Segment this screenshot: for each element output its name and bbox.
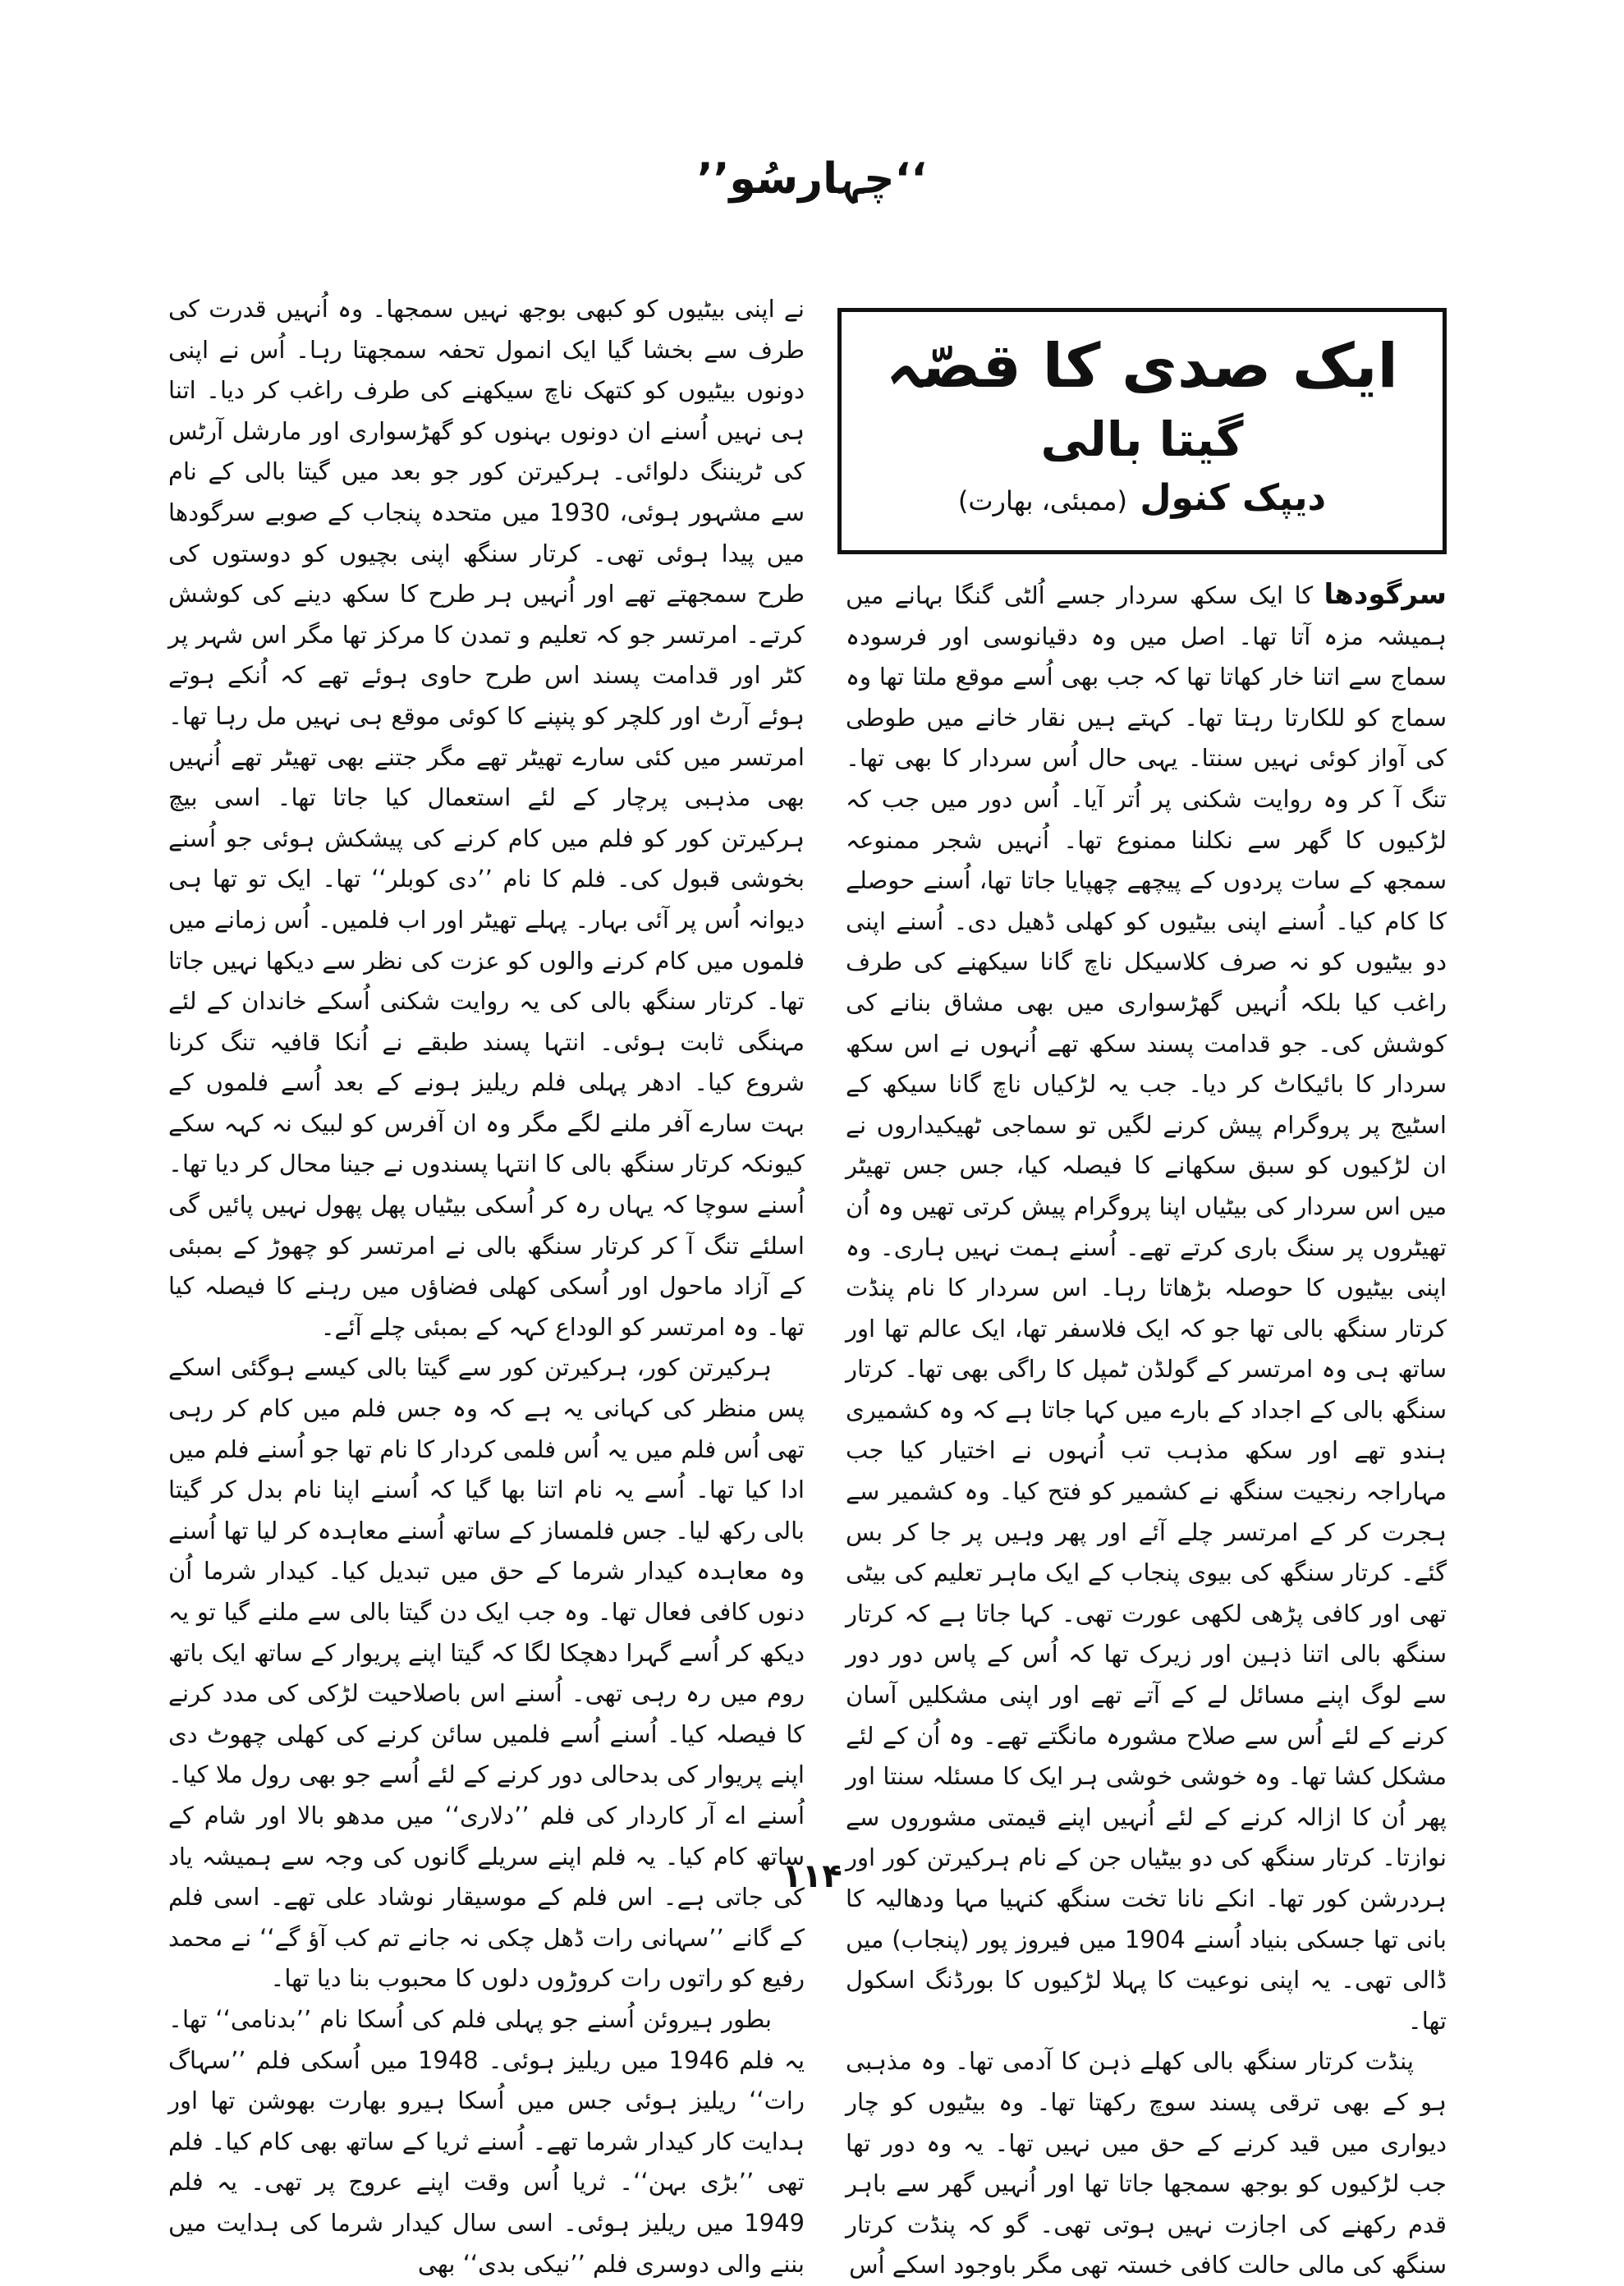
article-title-box <box>837 308 1447 554</box>
paragraph: ہرکیرتن کور، ہرکیرتن کور سے گیتا بالی کیسے ہوگئی اسکے پس منظر کی کہانی یہ ہے کہ وہ جس فلم میں کام کر رہی تھی اُس فلم میں یہ اُس فلمی کردار کا نام تھا جو اُسنے فلم میں ادا کیا تھا۔ اُسے یہ نام اتنا بھا گیا کہ اُسنے اپنا نام بدل کر گیتا بالی رکھ لیا۔ جس فلمساز کے ساتھ اُسنے معاہدہ کر لیا تھا اُسنے وہ معاہدہ کیدار شرما کے حق میں تبدیل کیا۔ کیدار شرما اُن دنوں کافی فعال تھا۔ وہ جب ایک دن گیتا بالی سے ملنے گیا تو یہ دیکھ کر اُسے گہرا دھچکا لگا کہ گیتا اپنے پریوار کے ساتھ ایک باتھ روم میں رہ رہی تھی۔ اُسنے اس باصلاحیت لڑکی کی مدد کرنے کا فیصلہ کیا۔ اُسنے اُسے فلمیں سائن کرنے کی کھلی چھوٹ دی اپنے پریوار کی بدحالی دور کرنے کے لئے اُسے جو بھی رول ملا کیا۔ اُسنے اے آر کاردار کی فلم ’’دلاری‘‘ میں مدھو بالا اور شام کے ساتھ کام کیا۔ یہ فلم اپنے سریلے گانوں کی وجہ سے ہمیشہ یاد کی جاتی ہے۔ اس فلم کے موسیقار نوشاد علی تھے۔ اسی فلم کے گانے ’’سہانی رات ڈھل چکی نہ جانے تم کب آؤ گے‘‘ نے محمد رفیع کو راتوں رات کروڑوں دلوں کا محبوب بنا دیا تھا۔ <box>168 1353 805 1993</box>
article-subject: گیتا بالی <box>1040 411 1244 467</box>
paragraph: پنڈت کرتار سنگھ بالی کھلے ذہن کا آدمی تھا۔ وہ مذہبی ہو کے بھی ترقی پسند سوچ رکھتا تھا۔ وہ بیٹیوں کو چار دیواری میں قید کرنے کے حق میں نہیں تھا۔ یہ وہ دور تھا جب لڑکیوں کو بوجھ سمجھا جاتا تھا اور اُنہیں گھر سے باہر قدم رکھنے کی اجازت نہیں ہوتی تھی۔ گو کہ پنڈت کرتار سنگھ کی مالی حالت کافی خستہ تھی مگر باوجود اسکے اُس <box>846 2047 1447 2279</box>
article-author-location: (ممبئی، بھارت) <box>957 485 1127 516</box>
paragraph: بطور ہیروئن اُسنے جو پہلی فلم کی اُسکا نام ’’بدنامی‘‘ تھا۔ یہ فلم 1946 میں ریلیز ہوئی۔ 1948 میں اُسکی فلم ’’سہاگ رات‘‘ ریلیز ہوئی جس میں اُسکا ہیرو بھارت بھوشن تھا اور ہدایت کار کیدار شرما تھے۔ اُسنے ثریا کے ساتھ بھی کام کیا۔ فلم تھی ’’بڑی بہن‘‘۔ ثریا اُس وقت اپنے عروج پر تھی۔ یہ فلم 1949 میں ریلیز ہوئی۔ اسی سال کیدار شرما کی ہدایت میں بننے والی دوسری فلم ’’نیکی بدی‘‘ بھی <box>168 2004 805 2278</box>
lead-word: سرگودھا <box>1324 578 1447 611</box>
text-column-right <box>846 575 1447 2279</box>
paragraph <box>846 575 1447 2041</box>
paragraph: نے اپنی بیٹیوں کو کبھی بوجھ نہیں سمجھا۔ وہ اُنہیں قدرت کی طرف سے بخشا گیا ایک انمول تحفہ سمجھتا رہا۔ اُس نے اپنی دونوں بیٹیوں کو کتھک ناچ سیکھنے کی طرف راغب کر دیا۔ اتنا ہی نہیں اُسنے ان دونوں بہنوں کو گھڑسواری اور مارشل آرٹس کی ٹریننگ دلوائی۔ ہرکیرتن کور جو بعد میں گیتا بالی کے نام سے مشہور ہوئی، 1930 میں متحدہ پنجاب کے صوبے سرگودھا میں پیدا ہوئی تھی۔ کرتار سنگھ اپنی بچیوں کو دوستوں کی طرح سمجھتے تھے اور اُنہیں ہر طرح کا سکھ دینے کی کوشش کرتے۔ امرتسر جو کہ تعلیم و تمدن کا مرکز تھا مگر اس شہر پر کٹر اور قدامت پسند اس طرح حاوی ہوئے تھے کہ اُنکے ہوتے ہوئے آرٹ اور کلچر کو پنپنے کا کوئی موقع ہی نہیں مل رہا تھا۔ امرتسر میں کئی سارے تھیٹر تھے مگر جتنے بھی تھیٹر تھے اُنہیں بھی مذہبی پرچار کے لئے استعمال کیا جاتا تھا۔ اسی بیچ ہرکیرتن کور کو فلم میں کام کرنے کی پیشکش ہوئی جو اُسنے بخوشی قبول کی۔ فلم کا نام ’’دی کوبلر‘‘ تھا۔ ایک تو تھا ہی دیوانہ اُس پر آئی بہار۔ پہلے تھیٹر اور اب فلمیں۔ اُس زمانے میں فلموں میں کام کرنے والوں کو عزت کی نظر سے دیکھا نہیں جاتا تھا۔ کرتار سنگھ بالی کی یہ روایت شکنی اُسکے خاندان کے لئے مہنگی ثابت ہوئی۔ انتہا پسند طبقے نے اُنکا قافیہ تنگ کرنا شروع کیا۔ ادھر پہلی فلم ریلیز ہونے کے بعد اُسے فلموں کے بہت سارے آفر ملنے لگے مگر وہ ان آفرس کو لبیک نہ کہہ سکے کیونکہ کرتار سنگھ بالی کا انتہا پسندوں نے جینا محال کر دیا تھا۔ اُسنے سوچا کہ یہاں رہ کر اُسکی بیٹیاں پھل پھول نہیں پائیں گی اسلئے تنگ آ کر کرتار سنگھ بالی نے امرتسر کو چھوڑ کے بمبئی کے آزاد ماحول اور اُسکی کھلی فضاؤں میں رہنے کا فیصلہ کیا تھا۔ وہ امرتسر کو الوداع کہہ کے بمبئی چلے آئے۔ <box>168 295 805 1341</box>
article-author: دیپک کنول <box>1140 477 1327 519</box>
paragraph-text: کا ایک سکھ سردار جسے اُلٹی گنگا بہانے میں ہمیشہ مزہ آتا تھا۔ اصل میں وہ دقیانوسی اور فرسودہ سماج سے اتنا خار کھاتا تھا کہ جب بھی اُسے موقع ملتا تھا وہ سماج کو للکارتا رہتا تھا۔ کہتے ہیں نقار خانے میں طوطی کی آواز کوئی نہیں سنتا۔ یہی حال اُس سردار کا بھی تھا۔ تنگ آ کر وہ روایت شکنی پر اُتر آیا۔ اُس دور میں جب کہ لڑکیوں کا گھر سے نکلنا ممنوع تھا۔ اُنہیں شجر ممنوعہ سمجھ کے سات پردوں کے پیچھے چھپایا جاتا تھا، اُسنے حوصلے کا کام کیا۔ اُسنے اپنی بیٹیوں کو کھلی ڈھیل دی۔ اُسنے اپنی دو بیٹیوں کو نہ صرف کلاسیکل ناچ گانا سیکھنے کی طرف راغب کیا بلکہ اُنہیں گھڑسواری میں بھی مشاق بنانے کی کوشش کی۔ جو قدامت پسند سکھ تھے اُنہوں نے اس سکھ سردار کا بائیکاٹ کر دیا۔ جب یہ لڑکیاں ناچ گانا سیکھ کے اسٹیج پر پروگرام پیش کرنے لگیں تو سماجی ٹھیکیداروں نے ان لڑکیوں کو سبق سکھانے کا فیصلہ کیا، جس جس تھیٹر میں اس سردار کی بیٹیاں اپنا پروگرام پیش کرتی تھیں وہ اُن تھیٹروں پر سنگ باری کرتے تھے۔ اُسنے ہمت نہیں ہاری۔ وہ اپنی بیٹیوں کا حوصلہ بڑھاتا رہا۔ اس سردار کا نام پنڈت کرتار سنگھ بالی تھا جو کہ ایک فلاسفر تھا، ایک عالم تھا اور ساتھ ہی وہ امرتسر کے گولڈن ٹمپل کا راگی بھی تھا۔ کرتار سنگھ بالی کے اجداد کے بارے میں کہا جاتا ہے کہ وہ کشمیری ہندو تھے اور سکھ مذہب تب اُنہوں نے اختیار کیا جب مہاراجہ رنجیت سنگھ نے کشمیر کو فتح کیا۔ وہ کشمیر سے ہجرت کر کے امرتسر چلے آئے اور پھر وہیں پر جا کر بس گئے۔ کرتار سنگھ کی بیوی پنجاب کے ایک ماہر تعلیم کی بیٹی تھی اور کافی پڑھی لکھی عورت تھی۔ کہا جاتا ہے کہ کرتار سنگھ بالی اتنا ذہین اور زیرک تھا کہ اُس کے پاس دور دور سے لوگ اپنے مسائل لے کے آتے تھے اور اپنی مشکلیں آسان کرنے کے لئے اُس سے صلاح مشورہ مانگتے تھے۔ وہ اُن کے لئے مشکل کشا تھا۔ وہ خوشی خوشی ہر ایک کا مسئلہ سنتا اور پھر اُن کا ازالہ کرنے کے لئے اُنہیں اپنے قیمتی مشوروں سے نوازتا۔ کرتار سنگھ کی دو بیٹیاں جن کے نام ہرکیرتن کور اور ہردرشن کور تھا۔ انکے نانا تخت سنگھ کنہیا مہا ودھالیہ کا بانی تھا جسکی بنیاد اُسنے 1904 میں فیروز پور (پنجاب) میں ڈالی تھی۔ یہ اپنی نوعیت کا پہلا لڑکیوں کا بورڈنگ اسکول تھا۔ <box>846 581 1447 2035</box>
page-number: ۱۱۴ <box>782 1857 842 1895</box>
article-author-line <box>842 475 1443 525</box>
magazine-header-title: ’’چہارسُو‘‘ <box>696 154 928 204</box>
text-column-left <box>168 289 805 2278</box>
article-title: ایک صدی کا قصّہ <box>886 331 1398 402</box>
